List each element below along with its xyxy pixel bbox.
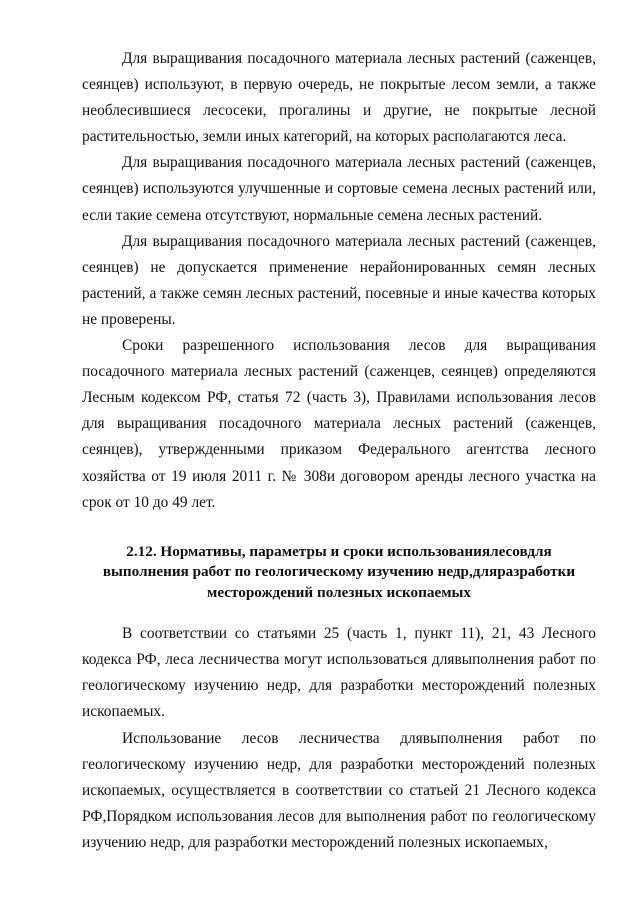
section-heading-line-3: месторождений полезных ископаемых (206, 583, 472, 601)
paragraph-legal-basis: В соответствии со статьями 25 (часть 1, пункт 11), 21, 43 Лесного кодекса РФ, леса лесничества могут использоваться длявыполнения работ по геологическому изучению недр, для разработки месторождений полезных ископаемых. (82, 625, 596, 721)
paragraph-planting-land: Для выращивания посадочного материала лесных растений (саженцев, сеянцев) используют, в первую очередь, не покрытые лесом земли, а также необлесившиеся лесосеки, прогалины и другие, не покрытые лесной растительностью, земли иных категорий, на которых располагаются леса. (82, 50, 596, 146)
paragraph-usage-procedure: Использование лесов лесничества длявыполнения работ по геологическому изучению недр, для разработки месторождений полезных ископаемых, осуществляется в соответствии со статьей 21 Лесного кодекса РФ,Порядком использования лесов для выполнения работ по геологическому изучению недр, для разработки месторождений полезных ископаемых, (82, 729, 596, 851)
paragraph-usage-terms: Сроки разрешенного использования лесов для выращивания посадочного материала лесных растений (саженцев, сеянцев) определяются Лесным кодексом РФ, статья 72 (часть 3), Правилами использования лесов для выращивания посадочного материала лесных растений (саженцев, сеянцев), утвержденными приказом Федерального агентства лесного хозяйства от 19 июля 2011 г. № 308и договором аренды лесного участка на срок от 10 до 49 лет. (82, 337, 596, 511)
section-heading (82, 542, 596, 604)
paragraph-seeds-used: Для выращивания посадочного материала лесных растений (саженцев, сеянцев) используются улучшенные и сортовые семена лесных растений или, если такие семена отсутствуют, нормальные семена лесных растений. (82, 154, 596, 224)
section-heading-line-2: выполнения работ по геологическому изучению недр,дляразработки (102, 563, 576, 581)
paragraph-seeds-prohibited: Для выращивания посадочного материала лесных растений (саженцев, сеянцев) не допускается применение нерайонированных семян лесных растений, а также семян лесных растений, посевные и иные качества которых не проверены. (82, 232, 596, 328)
document-page (82, 46, 596, 856)
section-heading-line-1: 2.12. Нормативы, параметры и сроки использованиялесовдля (126, 542, 552, 560)
